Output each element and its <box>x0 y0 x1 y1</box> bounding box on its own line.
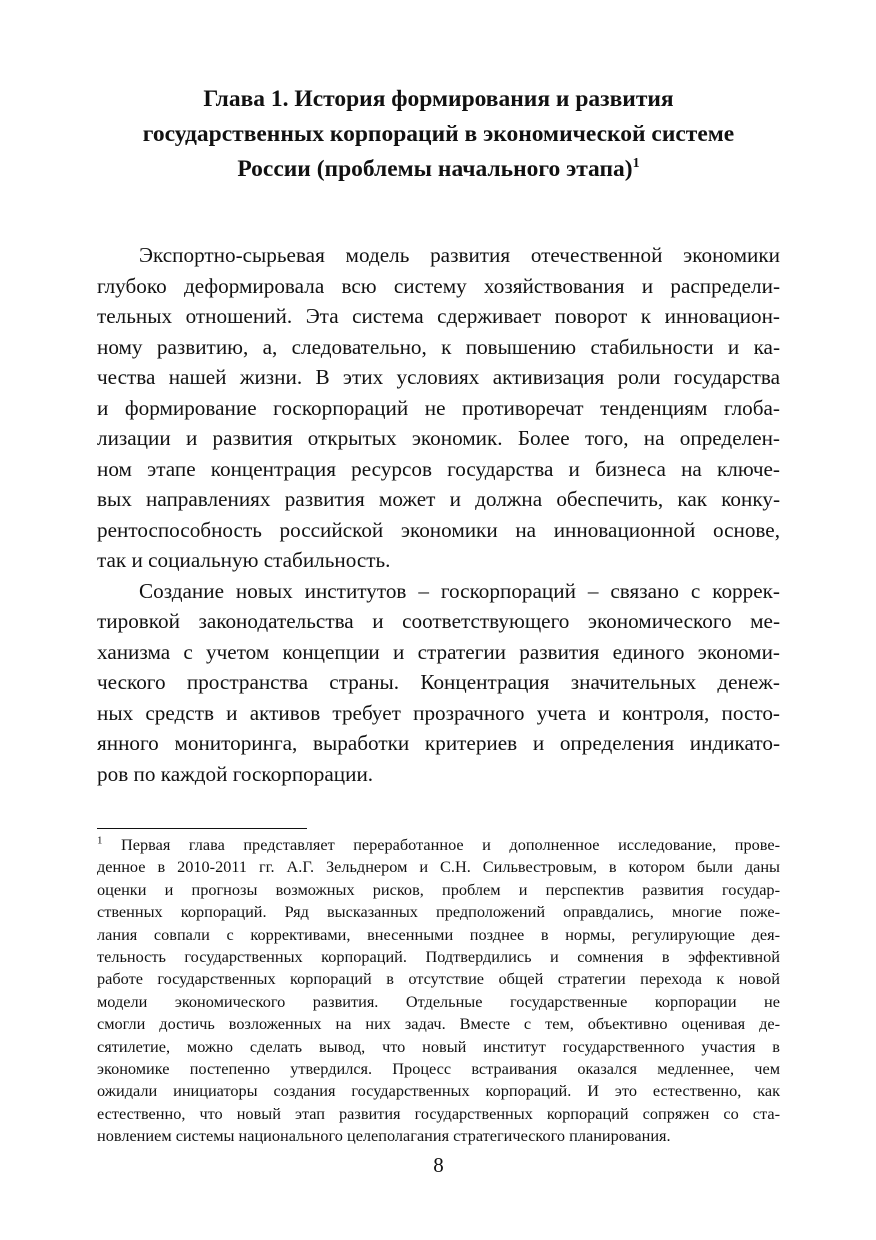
text-line: и формирование госкорпораций не противоречат тенденциям глоба- <box>97 395 780 420</box>
text-line: глубоко деформировала всю систему хозяйствования и распредели- <box>97 273 780 298</box>
footnote-line: ожидали инициаторы создания государственных корпораций. И это естественно, как <box>97 1081 780 1101</box>
text-line: тельных отношений. Эта система сдерживает поворот к инновацион- <box>97 304 780 328</box>
paragraph-2 <box>97 576 780 790</box>
text-line: чества нашей жизни. В этих условиях активизация роли государства <box>97 365 780 389</box>
text-line: вых направлениях развития может и должна обеспечить, как конку- <box>97 487 780 511</box>
footnote-line-text: Первая глава представляет переработанное и дополненное исследование, прове- <box>121 835 780 854</box>
footnote-line: ственных корпораций. Ряд высказанных предположений оправдались, многие поже- <box>97 902 780 922</box>
footnote-divider <box>97 828 307 829</box>
footnote <box>97 834 780 1148</box>
text-line: ном этапе концентрация ресурсов государства и бизнеса на ключе- <box>97 456 780 481</box>
text-line: ров по каждой госкорпорации. <box>97 761 374 786</box>
footnote-line <box>97 834 780 856</box>
footnote-line: сятилетие, можно сделать вывод, что новый институт государственного участия в <box>97 1036 780 1056</box>
chapter-title-line <box>97 152 780 187</box>
text-line: Создание новых институтов – госкорпораций – связано с коррек- <box>139 578 780 603</box>
footnote-line: модели экономического развития. Отдельные государственные корпорации не <box>97 991 780 1011</box>
text-line: рентоспособность российской экономики на инновационной основе, <box>97 517 780 542</box>
chapter-title-line-text: России (проблемы начального этапа) <box>237 156 633 182</box>
text-line: ному развитию, а, следовательно, к повышению стабильности и ка- <box>97 334 780 359</box>
footnote-reference: 1 <box>632 156 640 172</box>
footnote-line: экономике постепенно утвердился. Процесс встраивания оказался медленнее, чем <box>97 1059 780 1079</box>
text-line: Экспортно-сырьевая модель развития отечественной экономики <box>139 243 780 267</box>
footnote-line: работе государственных корпораций в отсутствие общей стратегии перехода к новой <box>97 969 780 989</box>
text-line: янного мониторинга, выработки критериев и определения индикато- <box>97 731 780 755</box>
text-line: ных средств и активов требует прозрачного учета и контроля, посто- <box>97 700 780 725</box>
text-line: так и социальную стабильность. <box>97 548 391 572</box>
text-line: ческого пространства страны. Концентрация значительных денеж- <box>97 670 780 694</box>
text-line: лизации и развития открытых экономик. Более того, на определен- <box>97 426 780 450</box>
page-number: 8 <box>433 1153 444 1177</box>
footnote-line: лания совпали с коррективами, внесенными позднее в нормы, регулирующие дея- <box>97 924 780 944</box>
footnote-line: тельность государственных корпораций. Подтвердились и сомнения в эффективной <box>97 947 780 967</box>
footnote-line: смогли достичь возложенных на них задач. Вместе с тем, объективно оценивая де- <box>97 1014 780 1034</box>
text-line: ханизма с учетом концепции и стратегии развития единого экономи- <box>97 639 780 664</box>
body-text <box>97 240 780 789</box>
footnote-line: новлением системы национального целеполагания стратегического планирования. <box>97 1126 671 1146</box>
footnote-line: оценки и прогнозы возможных рисков, проблем и перспектив развития государ- <box>97 879 780 899</box>
text-line: тировкой законодательства и соответствующего экономического ме- <box>97 609 780 633</box>
footnote-line: денное в 2010-2011 гг. А.Г. Зельднером и С.Н. Сильвестровым, в котором были даны <box>97 857 780 877</box>
chapter-title-line: Глава 1. История формирования и развития <box>203 86 674 112</box>
book-page <box>97 82 780 1177</box>
chapter-title <box>97 82 780 187</box>
paragraph-1 <box>97 240 780 576</box>
chapter-title-line: государственных корпораций в экономической системе <box>142 121 735 147</box>
footnote-marker: 1 <box>97 834 103 847</box>
footnote-line: естественно, что новый этап развития государственных корпораций сопряжен со ста- <box>97 1103 780 1123</box>
